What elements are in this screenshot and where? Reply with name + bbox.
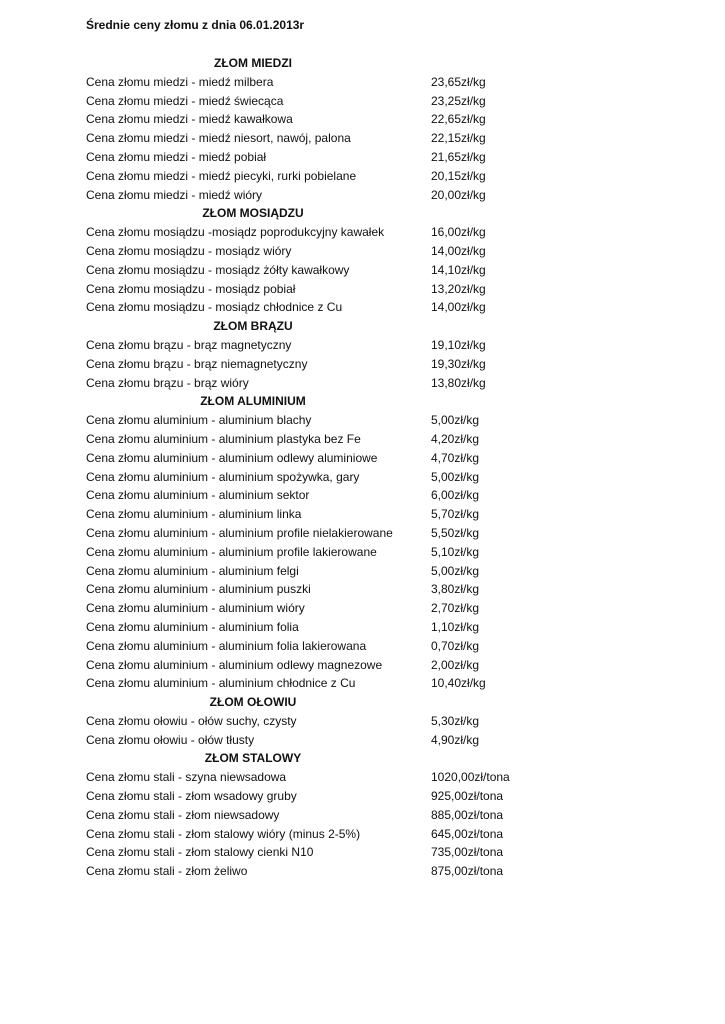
price-row	[0, 787, 725, 806]
scrap-item-name: Cena złomu aluminium - aluminium spożywka, gary	[86, 469, 360, 484]
scrap-item-price: 735,00zł/tona	[431, 845, 504, 860]
scrap-item-name: Cena złomu stali - złom wsadowy gruby	[86, 789, 297, 804]
scrap-item-price: 645,00zł/tona	[431, 826, 504, 841]
section-heading: ZŁOM OŁOWIU	[209, 695, 297, 710]
scrap-item-price: 20,15zł/kg	[431, 168, 486, 183]
price-row	[0, 806, 725, 825]
scrap-item-name: Cena złomu aluminium - aluminium odlewy magnezowe	[86, 657, 383, 672]
scrap-item-name: Cena złomu brązu - brąz wióry	[86, 375, 249, 390]
scrap-item-price: 20,00zł/kg	[431, 187, 486, 202]
scrap-item-price: 4,20zł/kg	[431, 431, 480, 446]
scrap-item-name: Cena złomu aluminium - aluminium blachy	[86, 413, 312, 428]
price-row	[0, 336, 725, 355]
scrap-item-name: Cena złomu aluminium - aluminium plastyka bez Fe	[86, 431, 361, 446]
price-row	[0, 411, 725, 430]
scrap-item-name: Cena złomu miedzi - miedź wióry	[86, 187, 263, 202]
scrap-item-name: Cena złomu miedzi - miedź pobiał	[86, 149, 267, 164]
scrap-item-price: 21,65zł/kg	[431, 149, 486, 164]
scrap-item-price: 885,00zł/tona	[431, 807, 504, 822]
price-row	[0, 148, 725, 167]
scrap-item-price: 5,10zł/kg	[431, 544, 480, 559]
scrap-item-price: 5,50zł/kg	[431, 525, 480, 540]
scrap-item-price: 4,90zł/kg	[431, 732, 480, 747]
scrap-item-name: Cena złomu aluminium - aluminium wióry	[86, 601, 305, 616]
price-row	[0, 73, 725, 92]
scrap-item-name: Cena złomu aluminium - aluminium folia lakierowana	[86, 638, 367, 653]
scrap-item-name: Cena złomu aluminium - aluminium odlewy aluminiowe	[86, 450, 378, 465]
price-row	[0, 486, 725, 505]
scrap-item-price: 13,80zł/kg	[431, 375, 486, 390]
scrap-item-name: Cena złomu mosiądzu - mosiądz żółty kawałkowy	[86, 262, 350, 277]
scrap-item-price: 2,00zł/kg	[431, 657, 480, 672]
scrap-item-name: Cena złomu brązu - brąz magnetyczny	[86, 337, 292, 352]
price-row	[0, 599, 725, 618]
price-row	[0, 656, 725, 675]
scrap-item-price: 5,00zł/kg	[431, 413, 480, 428]
price-row	[0, 261, 725, 280]
scrap-item-price: 2,70zł/kg	[431, 601, 480, 616]
section-heading: ZŁOM ALUMINIUM	[200, 394, 306, 409]
scrap-item-name: Cena złomu brązu - brąz niemagnetyczny	[86, 356, 308, 371]
price-row	[0, 374, 725, 393]
scrap-item-name: Cena złomu aluminium - aluminium linka	[86, 507, 302, 522]
scrap-item-name: Cena złomu aluminium - aluminium folia	[86, 619, 299, 634]
price-row	[0, 449, 725, 468]
scrap-item-price: 5,70zł/kg	[431, 507, 480, 522]
scrap-item-price: 22,15zł/kg	[431, 131, 486, 146]
scrap-item-name: Cena złomu miedzi - miedź milbera	[86, 74, 274, 89]
price-row	[0, 129, 725, 148]
price-row	[0, 524, 725, 543]
price-row	[0, 223, 725, 242]
document-title: Średnie ceny złomu z dnia 06.01.2013r	[86, 18, 305, 32]
section-heading: ZŁOM MIEDZI	[214, 56, 292, 70]
scrap-item-price: 16,00zł/kg	[431, 225, 486, 240]
price-row	[0, 731, 725, 750]
scrap-item-price: 1020,00zł/tona	[431, 770, 510, 785]
price-row	[0, 92, 725, 111]
scrap-item-price: 23,65zł/kg	[431, 74, 486, 89]
scrap-item-name: Cena złomu ołowiu - ołów suchy, czysty	[86, 713, 297, 728]
scrap-item-name: Cena złomu aluminium - aluminium puszki	[86, 582, 311, 597]
price-row	[0, 543, 725, 562]
scrap-item-name: Cena złomu miedzi - miedź kawałkowa	[86, 112, 293, 127]
scrap-item-price: 875,00zł/tona	[431, 864, 504, 879]
scrap-item-price: 19,30zł/kg	[431, 356, 486, 371]
scrap-item-price: 14,00zł/kg	[431, 300, 486, 315]
scrap-item-name: Cena złomu miedzi - miedź piecyki, rurki pobielane	[86, 168, 357, 183]
scrap-item-price: 10,40zł/kg	[431, 676, 486, 691]
scrap-item-name: Cena złomu aluminium - aluminium profile lakierowane	[86, 544, 377, 559]
scrap-item-name: Cena złomu stali - złom stalowy cienki N10	[86, 845, 314, 860]
price-row	[0, 637, 725, 656]
section-heading: ZŁOM BRĄZU	[213, 319, 293, 334]
scrap-item-price: 13,20zł/kg	[431, 281, 486, 296]
scrap-item-price: 6,00zł/kg	[431, 488, 480, 503]
section-heading: ZŁOM MOSIĄDZU	[202, 206, 304, 221]
scrap-item-name: Cena złomu aluminium - aluminium felgi	[86, 563, 299, 578]
scrap-item-name: Cena złomu stali - złom niewsadowy	[86, 807, 280, 822]
price-row	[0, 843, 725, 862]
scrap-item-name: Cena złomu aluminium - aluminium sektor	[86, 488, 310, 503]
scrap-item-name: Cena złomu mosiądzu - mosiądz pobiał	[86, 281, 296, 296]
scrap-item-name: Cena złomu mosiądzu - mosiądz wióry	[86, 243, 292, 258]
price-row	[0, 674, 725, 693]
price-row	[0, 562, 725, 581]
scrap-item-price: 925,00zł/tona	[431, 789, 504, 804]
price-row	[0, 298, 725, 317]
price-row	[0, 768, 725, 787]
scrap-item-name: Cena złomu ołowiu - ołów tłusty	[86, 732, 255, 747]
price-row	[0, 468, 725, 487]
scrap-item-name: Cena złomu stali - złom stalowy wióry (minus 2-5%)	[86, 826, 361, 841]
price-row	[0, 242, 725, 261]
price-list	[0, 54, 725, 881]
scrap-item-name: Cena złomu mosiądzu - mosiądz chłodnice z Cu	[86, 300, 343, 315]
scrap-item-price: 14,10zł/kg	[431, 262, 486, 277]
scrap-item-price: 1,10zł/kg	[431, 619, 480, 634]
scrap-item-price: 19,10zł/kg	[431, 337, 486, 352]
scrap-item-price: 5,00zł/kg	[431, 563, 480, 578]
scrap-item-price: 3,80zł/kg	[431, 582, 480, 597]
price-row	[0, 110, 725, 129]
scrap-item-name: Cena złomu mosiądzu -mosiądz poprodukcyjny kawałek	[86, 225, 385, 240]
price-row	[0, 825, 725, 844]
price-row	[0, 618, 725, 637]
scrap-item-price: 5,30zł/kg	[431, 713, 480, 728]
price-row	[0, 430, 725, 449]
price-row	[0, 186, 725, 205]
scrap-item-name: Cena złomu stali - szyna niewsadowa	[86, 770, 287, 785]
price-row	[0, 167, 725, 186]
scrap-item-price: 14,00zł/kg	[431, 243, 486, 258]
scrap-item-name: Cena złomu miedzi - miedź świecąca	[86, 93, 284, 108]
scrap-item-name: Cena złomu aluminium - aluminium profile nielakierowane	[86, 525, 393, 540]
price-row	[0, 280, 725, 299]
price-row	[0, 580, 725, 599]
scrap-item-name: Cena złomu stali - złom żeliwo	[86, 864, 248, 879]
price-row	[0, 505, 725, 524]
price-row	[0, 862, 725, 881]
scrap-item-price: 0,70zł/kg	[431, 638, 480, 653]
scrap-item-price: 5,00zł/kg	[431, 469, 480, 484]
scrap-item-name: Cena złomu miedzi - miedź niesort, nawój, palona	[86, 131, 351, 146]
scrap-item-name: Cena złomu aluminium - aluminium chłodnice z Cu	[86, 676, 356, 691]
scrap-item-price: 4,70zł/kg	[431, 450, 480, 465]
section-heading: ZŁOM STALOWY	[204, 751, 302, 766]
price-row	[0, 712, 725, 731]
scrap-item-price: 23,25zł/kg	[431, 93, 486, 108]
scrap-item-price: 22,65zł/kg	[431, 112, 486, 127]
price-row	[0, 355, 725, 374]
